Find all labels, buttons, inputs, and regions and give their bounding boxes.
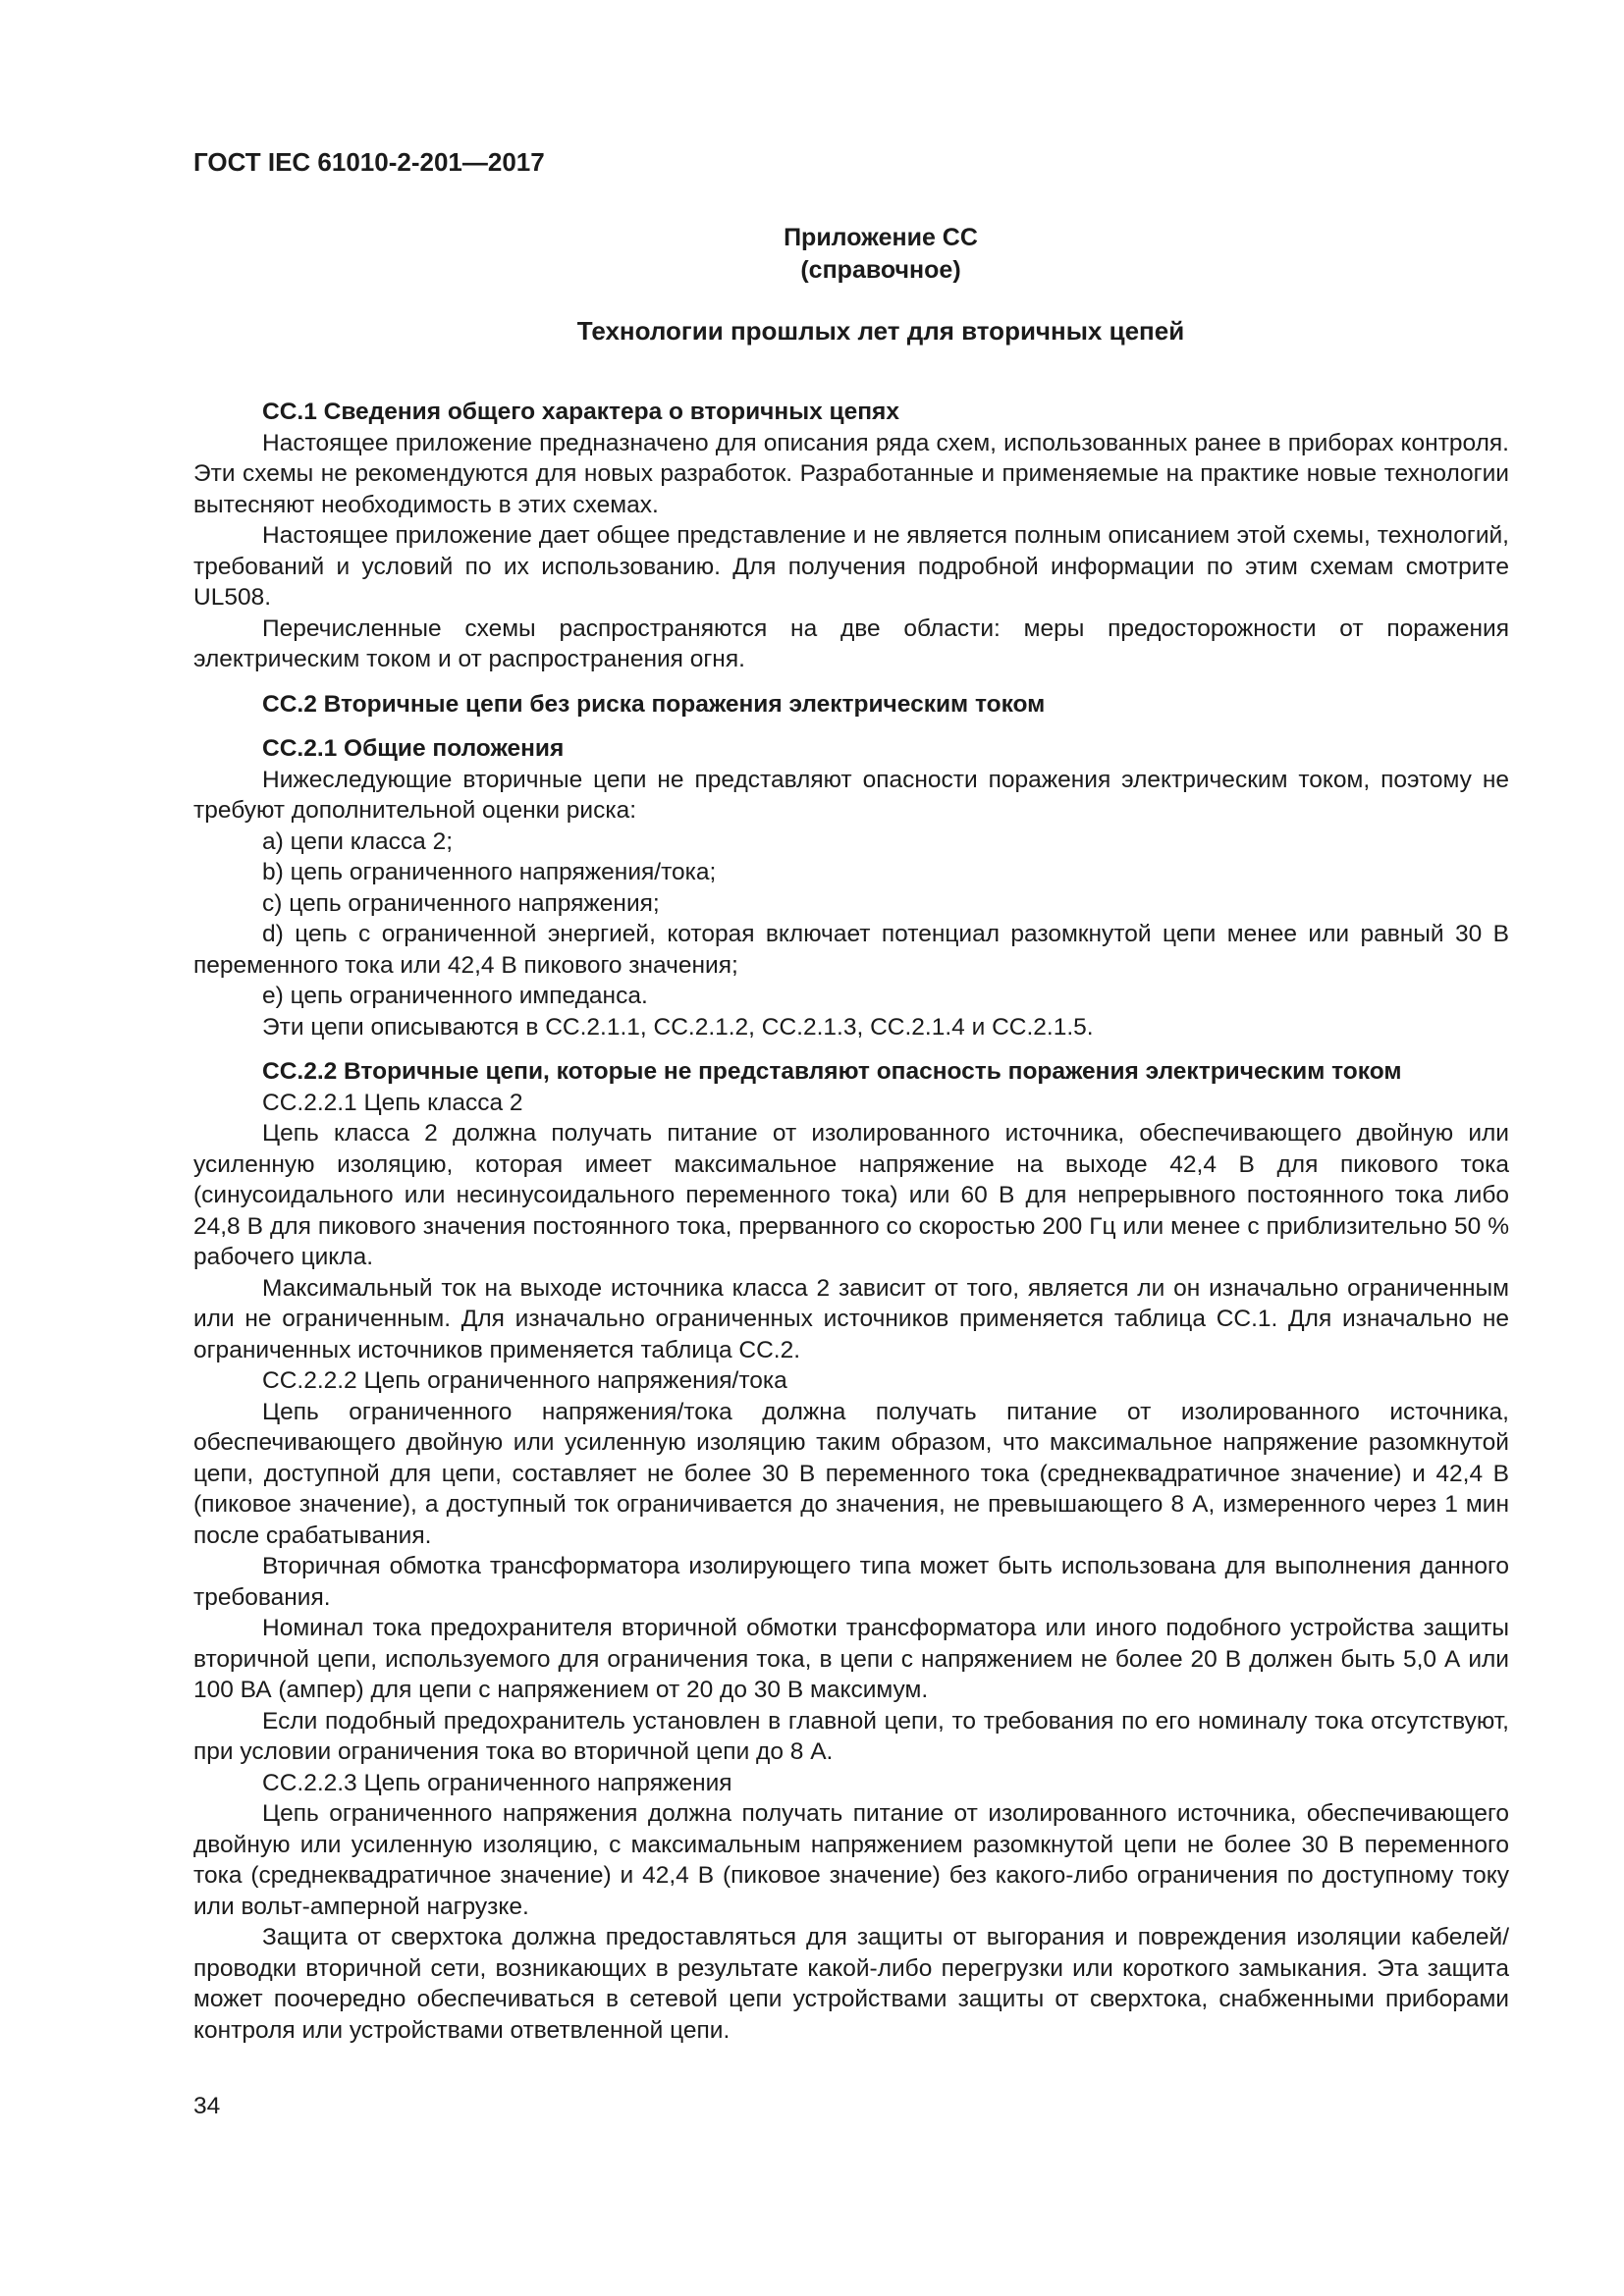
section-heading-cc22: СС.2.2 Вторичные цепи, которые не представляют опасность поражения электрическим током <box>262 1058 1402 1085</box>
subsection-heading-cc222: СС.2.2.2 Цепь ограниченного напряжения/тока <box>262 1367 787 1394</box>
section-heading-cc21: СС.2.1 Общие положения <box>262 735 565 762</box>
paragraph: Перечисленные схемы распространяются на две области: меры предосторожности от поражения электрическим током и от распространения огня. <box>193 614 1509 672</box>
paragraph: Цепь ограниченного напряжения должна получать питание от изолированного источника, обеспечивающего двойную или усиленную изоляцию, с максимальным напряжением разомкнутой цепи не более 30 В переменного тока (среднеквадратичное значение) и 42,4 В (пиковое значение) без какого-либо ограничения по доступному току или вольт-амперной нагрузке. <box>193 1800 1509 1920</box>
page-number: 34 <box>193 2093 221 2119</box>
paragraph: Цепь ограниченного напряжения/тока должна получать питание от изолированного источника, обеспечивающего двойную или усиленную изоляцию таким образом, что максимальное напряжение разомкнутой цепи, доступной для цепи, составляет не более 30 В переменного тока (среднеквадратичное значение) и 42,4 В (пиковое значение), а доступный ток ограничивается до значения, не превышающего 8 А, измеренного через 1 мин после срабатывания. <box>193 1398 1509 1549</box>
paragraph: Нижеследующие вторичные цепи не представляют опасности поражения электрическим током, поэтому не требуют дополнительной оценки риска: <box>193 766 1509 824</box>
annex-status: (справочное) <box>800 256 961 284</box>
paragraph: Максимальный ток на выходе источника класса 2 зависит от того, является ли он изначально ограниченным или не ограниченным. Для изначально ограниченных источников применяется таблица СС.1. Для изначально не ограниченных источников применяется таблица СС.2. <box>193 1274 1509 1363</box>
section-heading-cc2: СС.2 Вторичные цепи без риска поражения электрическим током <box>262 690 1046 718</box>
paragraph: Настоящее приложение предназначено для описания ряда схем, использованных ранее в приборах контроля. Эти схемы не рекомендуются для новых разработок. Разработанные и применяемые на практике новые технологии вытесняют необходимость в этих схемах. <box>193 429 1509 518</box>
section-heading-cc1: СС.1 Сведения общего характера о вторичных цепях <box>262 399 899 425</box>
annex-title: Технологии прошлых лет для вторичных цепей <box>576 316 1185 346</box>
paragraph: Если подобный предохранитель установлен в главной цепи, то требования по его номиналу тока отсутствуют, при условии ограничения тока во вторичной цепи до 8 А. <box>193 1707 1509 1765</box>
document-code: ГОСТ IEC 61010-2-201—2017 <box>193 147 545 177</box>
annex-name: Приложение СС <box>784 224 978 251</box>
annex-header <box>193 222 1509 287</box>
list-item: d) цепь с ограниченной энергией, которая включает потенциал разомкнутой цепи менее или равный 30 В переменного тока или 42,4 В пикового значения; <box>193 921 1509 979</box>
paragraph: Вторичная обмотка трансформатора изолирующего типа может быть использована для выполнения данного требования. <box>193 1553 1509 1611</box>
annex-body <box>193 397 1509 2046</box>
paragraph: Номинал тока предохранителя вторичной обмотки трансформатора или иного подобного устройства защиты вторичной цепи, используемого для ограничения тока, в цепи с напряжением не более 20 В должен быть 5,0 А или 100 ВА (ампер) для цепи с напряжением от 20 до 30 В максимум. <box>193 1615 1509 1703</box>
paragraph: Цепь класса 2 должна получать питание от изолированного источника, обеспечивающего двойную или усиленную изоляцию, которая имеет максимальное напряжение на выходе 42,4 В для пикового тока (синусоидального или несинусоидального переменного тока) или 60 В для непрерывного постоянного тока либо 24,8 В для пикового значения постоянного тока, прерванного со скоростью 200 Гц или менее с приблизительно 50 % рабочего цикла. <box>193 1120 1509 1270</box>
subsection-heading-cc223: СС.2.2.3 Цепь ограниченного напряжения <box>262 1769 732 1796</box>
list-item: e) цепь ограниченного импеданса. <box>262 983 648 1009</box>
list-item: b) цепь ограниченного напряжения/тока; <box>262 859 717 885</box>
list-item: a) цепи класса 2; <box>262 828 454 855</box>
paragraph: Эти цепи описываются в СС.2.1.1, СС.2.1.2, СС.2.1.3, СС.2.1.4 и СС.2.1.5. <box>262 1013 1094 1041</box>
list-item: c) цепь ограниченного напряжения; <box>262 889 660 917</box>
paragraph: Защита от сверхтока должна предоставляться для защиты от выгорания и повреждения изоляции кабелей/проводки вторичной сети, возникающих в результате какой-либо перегрузки или короткого замыкания. Эта защита может поочередно обеспечиваться в сетевой цепи устройствами защиты от сверхтока, снабженными приборами контроля или устройствами ответвленной цепи. <box>193 1924 1509 2044</box>
paragraph: Настоящее приложение дает общее представление и не является полным описанием этой схемы, технологий, требований и условий по их использованию. Для получения подробной информации по этим схемам смотрите UL508. <box>193 522 1509 611</box>
subsection-heading-cc221: СС.2.2.1 Цепь класса 2 <box>262 1089 523 1116</box>
